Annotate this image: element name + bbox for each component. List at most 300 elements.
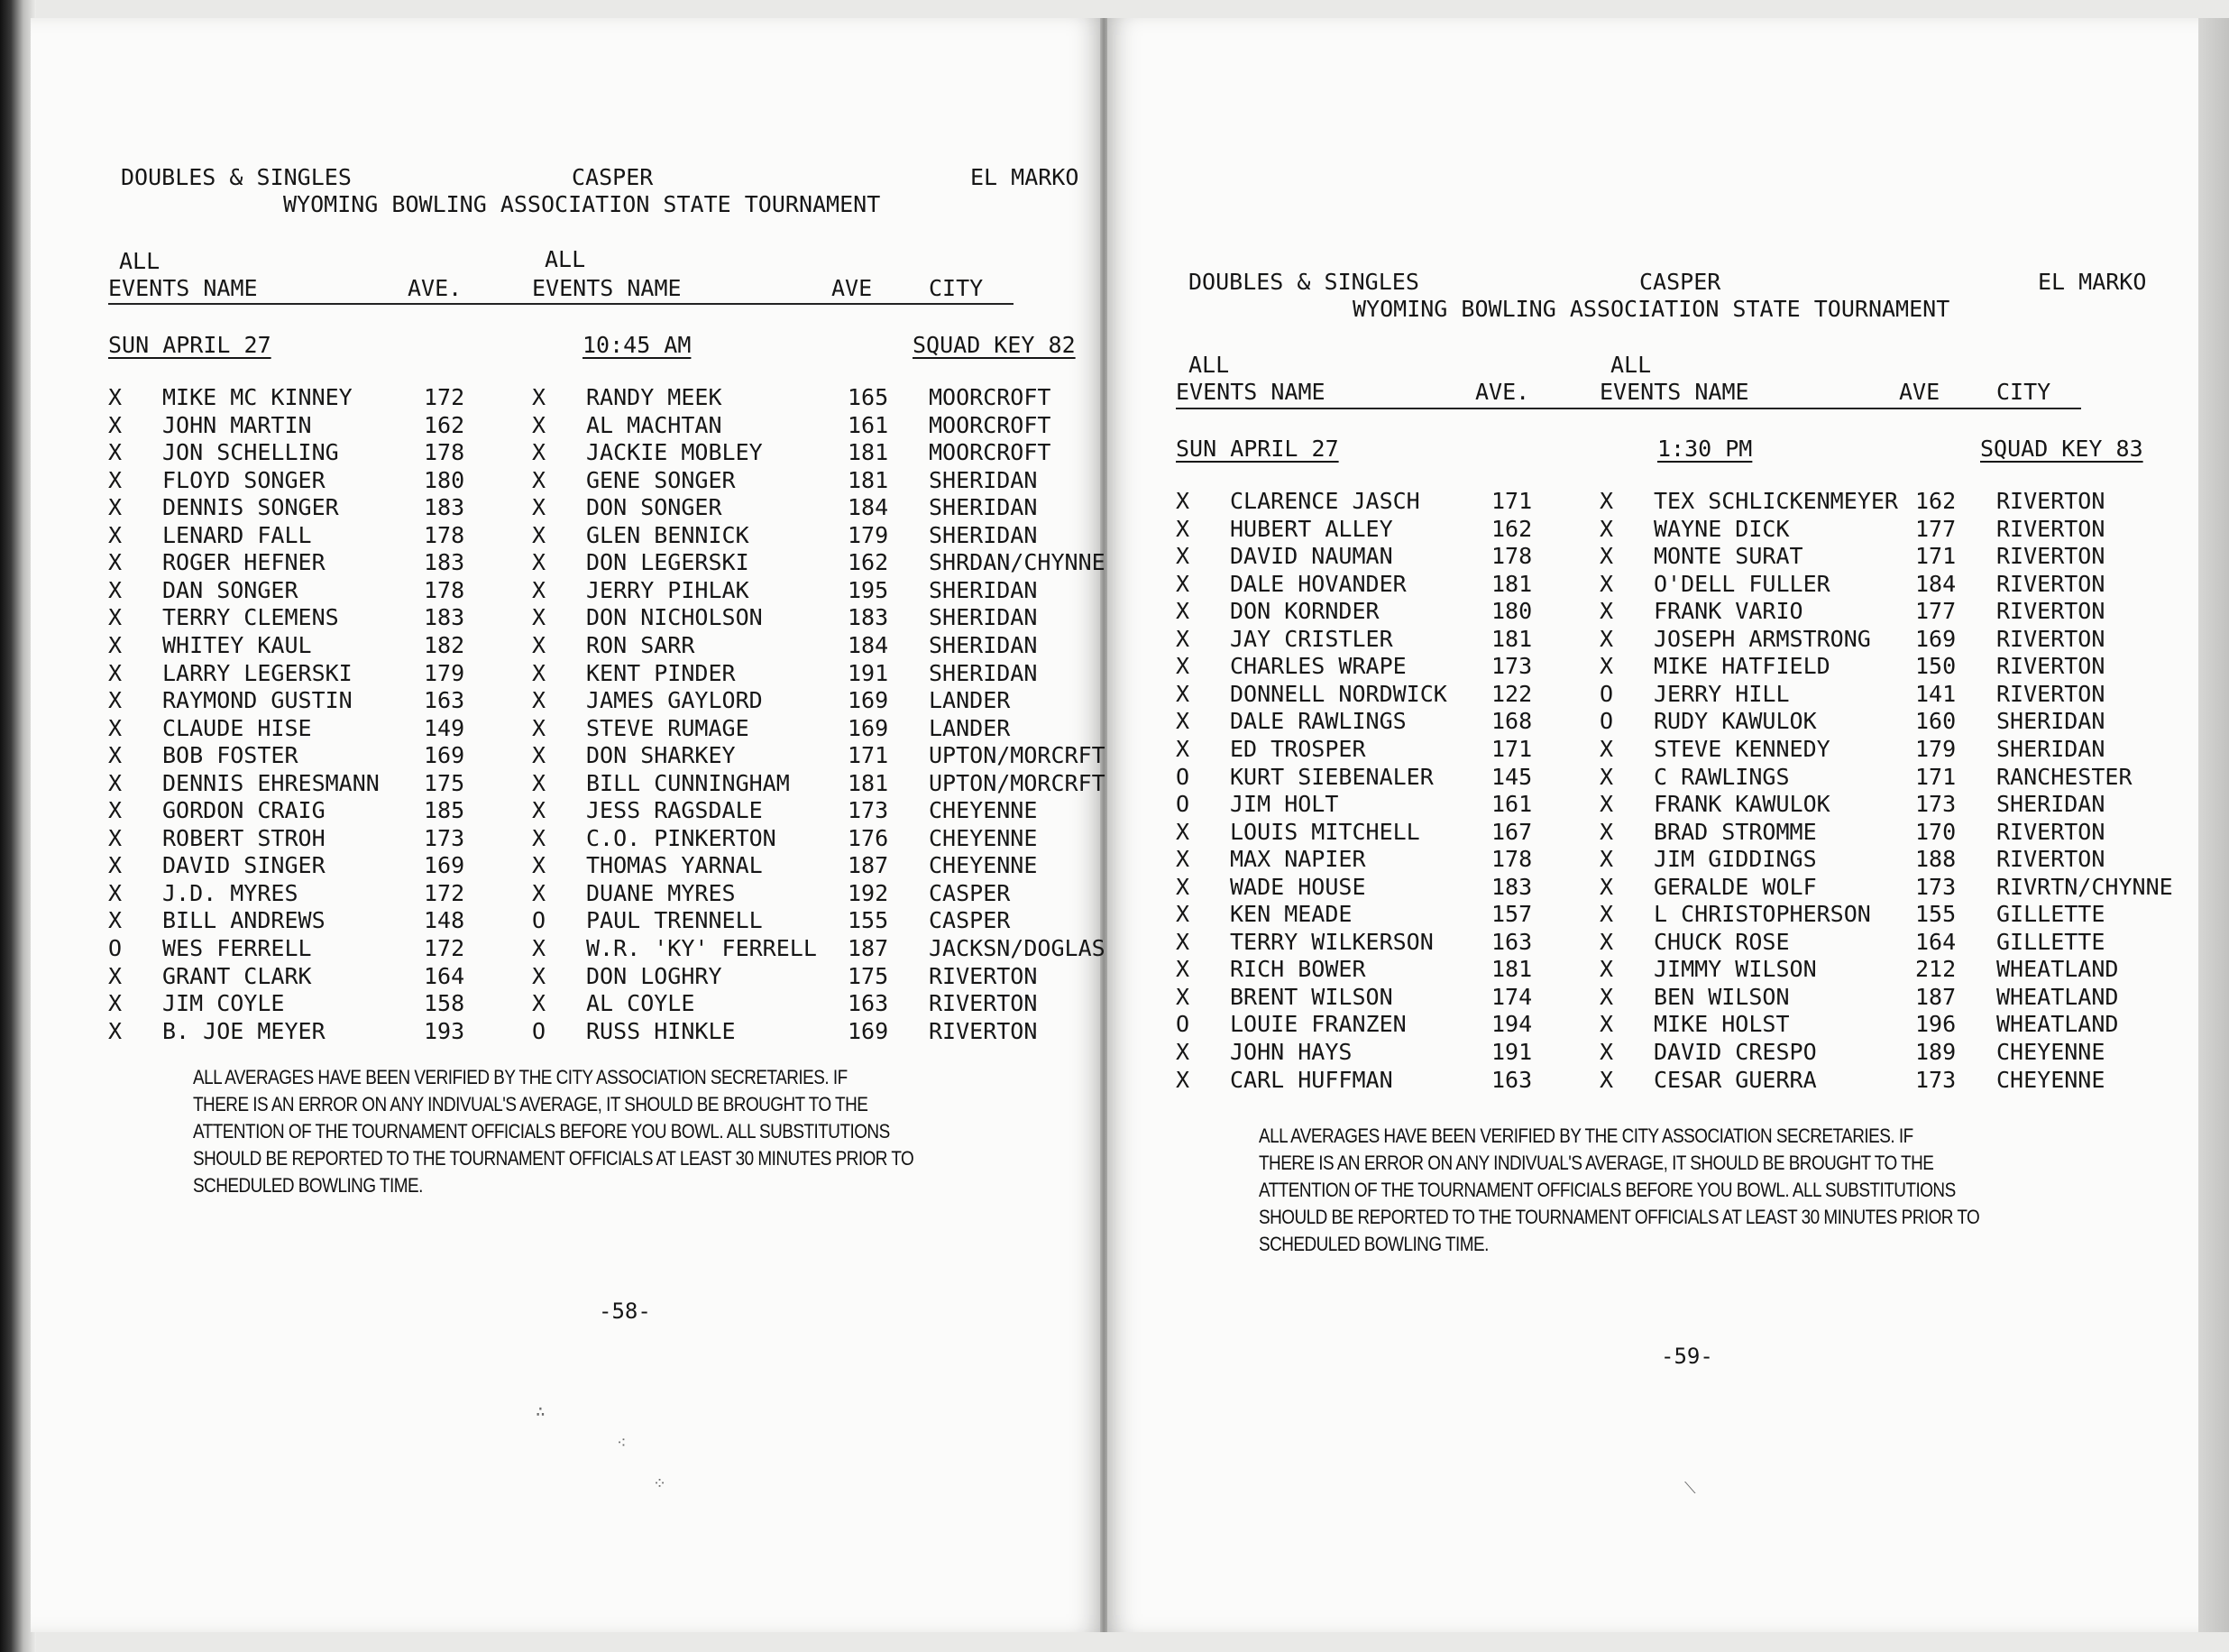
all-events-mark-2: X <box>1600 625 1614 652</box>
header-host: EL MARKO <box>2038 269 2147 295</box>
paper-speck: ∴ <box>536 1402 546 1421</box>
all-events-mark-2: X <box>532 604 546 631</box>
notice-line: THERE IS AN ERROR ON ANY INDIVUAL'S AVERAGE, IT SHOULD BE BROUGHT TO THE <box>193 1093 868 1115</box>
bowler-name-1: JON SCHELLING <box>162 439 339 466</box>
bowler-name-1: DALE HOVANDER <box>1230 570 1407 597</box>
bowler-average-1: 178 <box>1491 846 1533 873</box>
bowler-name-1: JAY CRISTLER <box>1230 625 1393 652</box>
team-city: SHERIDAN <box>929 576 1038 603</box>
bowler-name-1: DAN SONGER <box>162 576 298 603</box>
all-events-mark-2: X <box>532 411 546 438</box>
bowler-average-1: 178 <box>424 576 465 603</box>
all-events-mark-2: X <box>532 494 546 521</box>
all-events-mark-2: O <box>1600 680 1614 707</box>
col-events-name-2: EVENTS NAME <box>532 275 682 301</box>
all-events-mark-2: X <box>532 769 546 796</box>
bowler-name-1: KURT SIEBENALER <box>1230 763 1434 790</box>
team-city: SHERIDAN <box>1996 735 2105 762</box>
bowler-average-2: 162 <box>848 549 889 576</box>
bowler-average-1: 181 <box>1491 570 1533 597</box>
team-city: WHEATLAND <box>1996 983 2119 1010</box>
bowler-name-1: JIM HOLT <box>1230 791 1339 818</box>
bowler-name-2: C RAWLINGS <box>1654 763 1790 790</box>
team-city: SHERIDAN <box>929 631 1038 658</box>
all-events-mark-1: X <box>1176 873 1190 900</box>
col-events-name-1: EVENTS NAME <box>1176 379 1325 405</box>
bowler-average-2: 161 <box>848 411 889 438</box>
all-events-mark-1: X <box>108 466 123 493</box>
all-events-mark-1: X <box>108 962 123 989</box>
bowler-average-1: 181 <box>1491 956 1533 983</box>
all-events-mark-2: X <box>532 466 546 493</box>
team-city: RIVERTON <box>1996 598 2105 625</box>
team-city: CHEYENNE <box>929 824 1038 851</box>
team-city: RIVERTON <box>1996 846 2105 873</box>
bowler-average-1: 163 <box>1491 928 1533 955</box>
bowler-name-2: JERRY HILL <box>1654 680 1790 707</box>
all-events-mark-1: X <box>108 797 123 824</box>
team-city: SHERIDAN <box>929 604 1038 631</box>
bowler-average-1: 172 <box>424 384 465 410</box>
bowler-average-1: 169 <box>424 742 465 769</box>
bowler-name-1: LOUIS MITCHELL <box>1230 818 1420 845</box>
bowler-name-2: O'DELL FULLER <box>1654 570 1830 597</box>
team-city: SHERIDAN <box>1996 708 2105 735</box>
bowler-average-1: 171 <box>1491 735 1533 762</box>
paper-speck: ⟍ <box>1684 1479 1696 1498</box>
all-events-mark-2: X <box>1600 653 1614 680</box>
all-events-mark-1: O <box>108 935 123 961</box>
bowler-average-2: 187 <box>848 935 889 961</box>
bowler-name-2: RUDY KAWULOK <box>1654 708 1817 735</box>
all-events-mark-1: X <box>108 384 123 410</box>
paper-speck: ⁖ <box>617 1434 627 1453</box>
bowler-average-2: 181 <box>848 769 889 796</box>
bowler-name-1: B. JOE MEYER <box>162 1017 326 1044</box>
bowler-name-2: FRANK VARIO <box>1654 598 1803 625</box>
all-events-mark-1: X <box>1176 515 1190 542</box>
bowler-average-2: 141 <box>1915 680 1957 707</box>
bowler-average-1: 183 <box>424 549 465 576</box>
all-events-mark-1: X <box>1176 598 1190 625</box>
all-events-mark-1: X <box>108 631 123 658</box>
all-events-mark-2: X <box>1600 1011 1614 1038</box>
notice-line: SCHEDULED BOWLING TIME. <box>193 1174 423 1197</box>
bowler-name-2: JAMES GAYLORD <box>586 687 763 714</box>
bowler-name-2: DON NICHOLSON <box>586 604 763 631</box>
team-city: RIVERTON <box>1996 515 2105 542</box>
all-events-mark-2: X <box>532 797 546 824</box>
bowler-name-1: DONNELL NORDWICK <box>1230 680 1447 707</box>
team-city: RIVERTON <box>929 962 1038 989</box>
team-city: RIVERTON <box>1996 570 2105 597</box>
col-all-2: ALL <box>545 246 586 272</box>
bowler-average-1: 191 <box>1491 1039 1533 1065</box>
bowler-name-2: RON SARR <box>586 631 695 658</box>
bowler-average-2: 212 <box>1915 956 1957 983</box>
bowler-average-1: 178 <box>424 439 465 466</box>
bowler-name-2: MIKE HOLST <box>1654 1011 1790 1038</box>
bowler-name-1: ROGER HEFNER <box>162 549 326 576</box>
bowler-average-2: 191 <box>848 659 889 686</box>
notice-line: ATTENTION OF THE TOURNAMENT OFFICIALS BEFORE YOU BOWL. ALL SUBSTITUTIONS <box>193 1120 890 1143</box>
bowler-name-2: TEX SCHLICKENMEYER <box>1654 488 1898 514</box>
all-events-mark-2: X <box>532 631 546 658</box>
bowler-average-2: 162 <box>1915 488 1957 514</box>
all-events-mark-1: X <box>1176 625 1190 652</box>
bowler-average-1: 149 <box>424 714 465 741</box>
bowler-name-2: BRAD STROMME <box>1654 818 1817 845</box>
bowler-name-2: RANDY MEEK <box>586 384 722 410</box>
all-events-mark-2: X <box>1600 873 1614 900</box>
bowler-average-1: 179 <box>424 659 465 686</box>
squad-key: SQUAD KEY 82 <box>913 332 1076 358</box>
col-ave-1: AVE. <box>1475 379 1530 405</box>
bowler-average-1: 171 <box>1491 488 1533 514</box>
header-location: CASPER <box>1639 269 1721 295</box>
all-events-mark-1: O <box>1176 791 1190 818</box>
notice-line: THERE IS AN ERROR ON ANY INDIVUAL'S AVERAGE, IT SHOULD BE BROUGHT TO THE <box>1259 1152 1934 1174</box>
bowler-average-1: 183 <box>1491 873 1533 900</box>
bowler-name-2: DON SONGER <box>586 494 722 521</box>
all-events-mark-2: X <box>1600 1039 1614 1065</box>
bowler-name-1: LENARD FALL <box>162 521 312 548</box>
bowler-average-1: 122 <box>1491 680 1533 707</box>
all-events-mark-1: X <box>108 604 123 631</box>
all-events-mark-2: X <box>1600 515 1614 542</box>
bowler-name-2: GLEN BENNICK <box>586 521 749 548</box>
all-events-mark-1: X <box>108 521 123 548</box>
bowler-name-1: JIM COYLE <box>162 990 285 1017</box>
bowler-name-2: GENE SONGER <box>586 466 736 493</box>
all-events-mark-2: X <box>532 935 546 961</box>
bowler-name-1: CARL HUFFMAN <box>1230 1066 1393 1093</box>
header-event-type: DOUBLES & SINGLES <box>1188 269 1419 295</box>
team-city: RIVERTON <box>1996 625 2105 652</box>
bowler-average-2: 195 <box>848 576 889 603</box>
bowler-name-1: BILL ANDREWS <box>162 907 326 934</box>
bowler-average-2: 173 <box>1915 1066 1957 1093</box>
all-events-mark-2: X <box>1600 928 1614 955</box>
bowler-average-1: 178 <box>424 521 465 548</box>
col-city: CITY <box>929 275 984 301</box>
all-events-mark-2: X <box>1600 956 1614 983</box>
bowler-average-2: 188 <box>1915 846 1957 873</box>
all-events-mark-1: X <box>108 494 123 521</box>
bowler-name-2: FRANK KAWULOK <box>1654 791 1830 818</box>
all-events-mark-1: X <box>1176 708 1190 735</box>
all-events-mark-2: O <box>532 907 546 934</box>
all-events-mark-1: X <box>1176 680 1190 707</box>
bowler-name-1: RICH BOWER <box>1230 956 1366 983</box>
all-events-mark-1: X <box>108 439 123 466</box>
bowler-name-1: HUBERT ALLEY <box>1230 515 1393 542</box>
all-events-mark-1: X <box>108 549 123 576</box>
bowler-average-2: 181 <box>848 466 889 493</box>
team-city: RIVERTON <box>929 1017 1038 1044</box>
bowler-average-1: 161 <box>1491 791 1533 818</box>
team-city: MOORCROFT <box>929 384 1051 410</box>
bowler-average-2: 169 <box>848 1017 889 1044</box>
bowler-name-2: THOMAS YARNAL <box>586 852 763 879</box>
bowler-name-1: WADE HOUSE <box>1230 873 1366 900</box>
all-events-mark-2: X <box>532 714 546 741</box>
bowler-average-2: 173 <box>1915 873 1957 900</box>
all-events-mark-2: X <box>532 990 546 1017</box>
all-events-mark-2: X <box>1600 791 1614 818</box>
team-city: WHEATLAND <box>1996 956 2119 983</box>
bowler-name-1: BOB FOSTER <box>162 742 298 769</box>
team-city: LANDER <box>929 687 1011 714</box>
bowler-name-1: KEN MEADE <box>1230 901 1353 928</box>
bowler-average-2: 171 <box>1915 543 1957 570</box>
bowler-average-2: 179 <box>848 521 889 548</box>
all-events-mark-2: X <box>532 439 546 466</box>
bowler-average-2: 187 <box>848 852 889 879</box>
bowler-average-2: 183 <box>848 604 889 631</box>
all-events-mark-2: X <box>532 824 546 851</box>
header-event-type: DOUBLES & SINGLES <box>121 164 352 190</box>
bowler-name-2: JIMMY WILSON <box>1654 956 1817 983</box>
bowler-name-1: DALE RAWLINGS <box>1230 708 1407 735</box>
bowler-name-2: WAYNE DICK <box>1654 515 1790 542</box>
team-city: GILLETTE <box>1996 928 2105 955</box>
bowler-name-1: MAX NAPIER <box>1230 846 1366 873</box>
notice-line: ALL AVERAGES HAVE BEEN VERIFIED BY THE CITY ASSOCIATION SECRETARIES. IF <box>1259 1124 1913 1147</box>
squad-time: 1:30 PM <box>1657 436 1753 462</box>
team-city: UPTON/MORCRFT <box>929 769 1105 796</box>
bowler-average-2: 177 <box>1915 515 1957 542</box>
notice-line: ALL AVERAGES HAVE BEEN VERIFIED BY THE CITY ASSOCIATION SECRETARIES. IF <box>193 1066 848 1088</box>
team-city: RIVERTON <box>1996 680 2105 707</box>
all-events-mark-2: X <box>1600 818 1614 845</box>
all-events-mark-2: X <box>532 879 546 906</box>
bowler-average-2: 175 <box>848 962 889 989</box>
bowler-name-1: CLAUDE HISE <box>162 714 312 741</box>
all-events-mark-1: X <box>108 687 123 714</box>
bowler-name-1: LOUIE FRANZEN <box>1230 1011 1407 1038</box>
bowler-name-1: RAYMOND GUSTIN <box>162 687 353 714</box>
bowler-average-1: 175 <box>424 769 465 796</box>
bowler-average-2: 179 <box>1915 735 1957 762</box>
team-city: RIVERTON <box>1996 543 2105 570</box>
bowler-average-1: 158 <box>424 990 465 1017</box>
bowler-average-2: 164 <box>1915 928 1957 955</box>
header-title: WYOMING BOWLING ASSOCIATION STATE TOURNAMENT <box>283 191 881 217</box>
bowler-name-1: GORDON CRAIG <box>162 797 326 824</box>
averages-notice <box>1259 1123 1979 1258</box>
bowler-name-2: CESAR GUERRA <box>1654 1066 1817 1093</box>
bowler-name-1: J.D. MYRES <box>162 879 298 906</box>
all-events-mark-2: X <box>1600 488 1614 514</box>
col-events-name-2: EVENTS NAME <box>1600 379 1749 405</box>
bowler-name-2: JERRY PIHLAK <box>586 576 749 603</box>
bowler-name-1: GRANT CLARK <box>162 962 312 989</box>
header-title: WYOMING BOWLING ASSOCIATION STATE TOURNAMENT <box>1353 296 1950 322</box>
bowler-average-1: 145 <box>1491 763 1533 790</box>
all-events-mark-2: X <box>532 521 546 548</box>
team-city: CHEYENNE <box>929 852 1038 879</box>
bowler-average-2: 169 <box>848 687 889 714</box>
page-number: -59- <box>1661 1344 1713 1369</box>
bowler-name-2: PAUL TRENNELL <box>586 907 763 934</box>
team-city: CHEYENNE <box>1996 1039 2105 1065</box>
paper-speck: ⁘ <box>653 1474 667 1493</box>
all-events-mark-2: O <box>1600 708 1614 735</box>
bowler-average-1: 180 <box>424 466 465 493</box>
team-city: SHERIDAN <box>1996 791 2105 818</box>
all-events-mark-2: X <box>532 384 546 410</box>
bowler-name-1: DON KORNDER <box>1230 598 1380 625</box>
all-events-mark-1: O <box>1176 1011 1190 1038</box>
all-events-mark-2: X <box>1600 763 1614 790</box>
all-events-mark-1: X <box>108 576 123 603</box>
bowler-average-2: 171 <box>848 742 889 769</box>
header-underline <box>108 303 1014 305</box>
team-city: RANCHESTER <box>1996 763 2133 790</box>
col-ave-1: AVE. <box>408 275 463 301</box>
bowler-average-1: 183 <box>424 604 465 631</box>
squad-time: 10:45 AM <box>582 332 692 358</box>
bowler-average-1: 163 <box>424 687 465 714</box>
all-events-mark-1: X <box>1176 1066 1190 1093</box>
bowler-average-2: 171 <box>1915 763 1957 790</box>
page-58 <box>31 18 1105 1632</box>
team-city: RIVERTON <box>1996 818 2105 845</box>
bowler-average-1: 194 <box>1491 1011 1533 1038</box>
bowler-average-1: 164 <box>424 962 465 989</box>
all-events-mark-2: X <box>1600 598 1614 625</box>
bowler-name-1: CLARENCE JASCH <box>1230 488 1420 514</box>
bowler-average-2: 187 <box>1915 983 1957 1010</box>
team-city: CHEYENNE <box>929 797 1038 824</box>
bowler-average-1: 173 <box>1491 653 1533 680</box>
bowler-name-2: AL MACHTAN <box>586 411 722 438</box>
notice-line: SHOULD BE REPORTED TO THE TOURNAMENT OFFICIALS AT LEAST 30 MINUTES PRIOR TO <box>1259 1206 1980 1228</box>
team-city: RIVERTON <box>929 990 1038 1017</box>
squad-date: SUN APRIL 27 <box>108 332 271 358</box>
all-events-mark-2: X <box>1600 1066 1614 1093</box>
bowler-name-2: KENT PINDER <box>586 659 736 686</box>
bowler-name-2: DON LEGERSKI <box>586 549 749 576</box>
bowler-name-2: MIKE HATFIELD <box>1654 653 1830 680</box>
bowler-name-2: AL COYLE <box>586 990 695 1017</box>
bowler-average-1: 174 <box>1491 983 1533 1010</box>
bowler-average-2: 160 <box>1915 708 1957 735</box>
bowler-average-1: 173 <box>424 824 465 851</box>
bowler-name-2: GERALDE WOLF <box>1654 873 1817 900</box>
bowler-average-1: 185 <box>424 797 465 824</box>
all-events-mark-2: X <box>1600 543 1614 570</box>
bowler-name-1: CHARLES WRAPE <box>1230 653 1407 680</box>
all-events-mark-2: X <box>532 549 546 576</box>
bowler-average-1: 180 <box>1491 598 1533 625</box>
all-events-mark-1: X <box>1176 570 1190 597</box>
bowler-name-2: BILL CUNNINGHAM <box>586 769 790 796</box>
bowler-average-2: 184 <box>1915 570 1957 597</box>
bowler-average-2: 192 <box>848 879 889 906</box>
bowler-average-1: 168 <box>1491 708 1533 735</box>
team-city: RIVERTON <box>1996 488 2105 514</box>
bowler-average-1: 172 <box>424 935 465 961</box>
bowler-name-2: DON SHARKEY <box>586 742 736 769</box>
squad-date: SUN APRIL 27 <box>1176 436 1339 462</box>
all-events-mark-1: X <box>1176 735 1190 762</box>
all-events-mark-2: X <box>1600 901 1614 928</box>
all-events-mark-1: X <box>108 1017 123 1044</box>
all-events-mark-2: X <box>532 962 546 989</box>
bowler-name-1: LARRY LEGERSKI <box>162 659 353 686</box>
bowler-average-1: 181 <box>1491 625 1533 652</box>
team-city: GILLETTE <box>1996 901 2105 928</box>
bowler-name-1: ROBERT STROH <box>162 824 326 851</box>
all-events-mark-1: X <box>1176 653 1190 680</box>
col-ave-2: AVE <box>831 275 873 301</box>
bowler-name-1: TERRY CLEMENS <box>162 604 339 631</box>
col-all-2: ALL <box>1610 352 1652 378</box>
bowler-name-1: JOHN MARTIN <box>162 411 312 438</box>
bowler-name-2: C.O. PINKERTON <box>586 824 776 851</box>
bowler-average-1: 148 <box>424 907 465 934</box>
bowler-name-1: MIKE MC KINNEY <box>162 384 353 410</box>
col-city: CITY <box>1996 379 2051 405</box>
notice-line: SCHEDULED BOWLING TIME. <box>1259 1233 1489 1255</box>
bowler-average-2: 181 <box>848 439 889 466</box>
bowler-average-2: 169 <box>1915 625 1957 652</box>
bowler-name-1: JOHN HAYS <box>1230 1039 1353 1065</box>
bowler-average-2: 177 <box>1915 598 1957 625</box>
team-city: SHRDAN/CHYNNE <box>929 549 1105 576</box>
team-city: RIVRTN/CHYNNE <box>1996 873 2173 900</box>
all-events-mark-2: X <box>532 576 546 603</box>
bowler-name-2: JACKIE MOBLEY <box>586 439 763 466</box>
header-host: EL MARKO <box>970 164 1079 190</box>
all-events-mark-1: X <box>108 824 123 851</box>
all-events-mark-1: X <box>108 714 123 741</box>
all-events-mark-1: X <box>108 742 123 769</box>
page-number: -58- <box>599 1299 651 1324</box>
all-events-mark-1: X <box>108 907 123 934</box>
bowler-average-1: 163 <box>1491 1066 1533 1093</box>
bowler-average-1: 178 <box>1491 543 1533 570</box>
bowler-average-2: 155 <box>848 907 889 934</box>
bowler-average-1: 157 <box>1491 901 1533 928</box>
team-city: SHERIDAN <box>929 659 1038 686</box>
bowler-name-2: DAVID CRESPO <box>1654 1039 1817 1065</box>
all-events-mark-1: X <box>1176 543 1190 570</box>
all-events-mark-1: O <box>1176 763 1190 790</box>
bowler-average-2: 163 <box>848 990 889 1017</box>
all-events-mark-2: X <box>532 659 546 686</box>
all-events-mark-1: X <box>108 769 123 796</box>
all-events-mark-1: X <box>108 659 123 686</box>
bowler-average-1: 162 <box>1491 515 1533 542</box>
all-events-mark-1: X <box>1176 1039 1190 1065</box>
col-events-name-1: EVENTS NAME <box>108 275 258 301</box>
bowler-name-2: DUANE MYRES <box>586 879 736 906</box>
all-events-mark-1: X <box>108 852 123 879</box>
bowler-name-1: FLOYD SONGER <box>162 466 326 493</box>
bowler-average-1: 172 <box>424 879 465 906</box>
bowler-average-1: 169 <box>424 852 465 879</box>
all-events-mark-2: X <box>1600 846 1614 873</box>
header-underline <box>1176 408 2081 409</box>
all-events-mark-2: X <box>532 742 546 769</box>
bowler-name-1: DENNIS SONGER <box>162 494 339 521</box>
all-events-mark-1: X <box>1176 818 1190 845</box>
all-events-mark-2: X <box>532 687 546 714</box>
bowler-name-2: MONTE SURAT <box>1654 543 1803 570</box>
